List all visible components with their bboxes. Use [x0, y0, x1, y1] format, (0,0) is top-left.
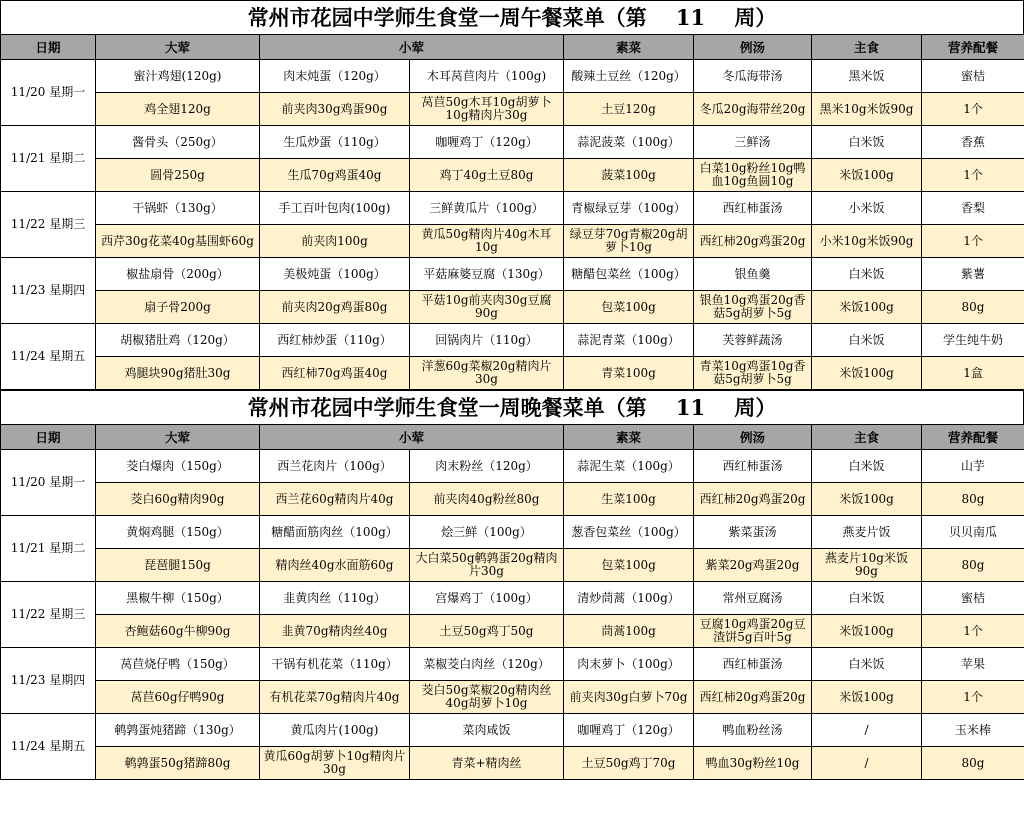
dish-nutrition: 学生纯牛奶 [922, 324, 1024, 357]
ingredients-main-meat: 西芹30g花菜40g基围虾60g [96, 225, 260, 258]
dish-nutrition: 香蕉 [922, 126, 1024, 159]
dish-staple: 白米饭 [812, 126, 922, 159]
dish-soup: 常州豆腐汤 [694, 582, 812, 615]
dish-nutrition: 香梨 [922, 192, 1024, 225]
date-cell: 11/20 星期一 [1, 60, 96, 126]
ingredients-side-meat-1: 前夹肉30g鸡蛋90g [260, 93, 410, 126]
ingredients-staple: / [812, 747, 922, 780]
ingredients-nutrition: 1个 [922, 225, 1024, 258]
ingredients-side-meat-1: 西红柿70g鸡蛋40g [260, 357, 410, 390]
dish-nutrition: 苹果 [922, 648, 1024, 681]
ingredients-vegetable: 茼蒿100g [564, 615, 694, 648]
dish-side-meat-2: 肉末粉丝（120g） [410, 450, 564, 483]
date-cell: 11/24 星期五 [1, 714, 96, 780]
ingredients-staple: 米饭100g [812, 291, 922, 324]
ingredients-staple: 小米10g米饭90g [812, 225, 922, 258]
dish-side-meat-2: 咖喱鸡丁（120g） [410, 126, 564, 159]
dish-staple: 小米饭 [812, 192, 922, 225]
dish-vegetable: 咖喱鸡丁（120g） [564, 714, 694, 747]
ingredients-side-meat-1: 生瓜70g鸡蛋40g [260, 159, 410, 192]
table-row [1, 516, 1024, 549]
dish-nutrition: 玉米棒 [922, 714, 1024, 747]
ingredients-staple: 米饭100g [812, 357, 922, 390]
ingredients-main-meat: 莴苣60g仔鸭90g [96, 681, 260, 714]
dish-main-meat: 蜜汁鸡翅(120g) [96, 60, 260, 93]
dinner-menu-title: 常州市花园中学师生食堂一周晚餐菜单（第 11 周） [0, 390, 1024, 424]
ingredients-staple: 燕麦片10g米饭90g [812, 549, 922, 582]
dish-staple: 白米饭 [812, 258, 922, 291]
table-row [1, 450, 1024, 483]
ingredients-side-meat-1: 前夹肉100g [260, 225, 410, 258]
header-side-meat: 小荤 [260, 35, 564, 60]
ingredients-side-meat-1: 精肉丝40g水面筋60g [260, 549, 410, 582]
ingredients-side-meat-2: 黄瓜50g精肉片40g木耳10g [410, 225, 564, 258]
header-soup: 例汤 [694, 425, 812, 450]
ingredients-vegetable: 生菜100g [564, 483, 694, 516]
table-row [1, 681, 1024, 714]
dish-vegetable: 蒜泥菠菜（100g） [564, 126, 694, 159]
table-row [1, 192, 1024, 225]
ingredients-vegetable: 菠菜100g [564, 159, 694, 192]
dinner-header-row [1, 425, 1024, 450]
ingredients-nutrition: 1个 [922, 615, 1024, 648]
ingredients-nutrition: 1个 [922, 159, 1024, 192]
dish-soup: 冬瓜海带汤 [694, 60, 812, 93]
table-row [1, 747, 1024, 780]
dish-vegetable: 酸辣土豆丝（120g） [564, 60, 694, 93]
dish-soup: 紫菜蛋汤 [694, 516, 812, 549]
date-cell: 11/22 星期三 [1, 582, 96, 648]
dish-main-meat: 莴苣烧仔鸭（150g） [96, 648, 260, 681]
ingredients-staple: 米饭100g [812, 159, 922, 192]
dish-staple: / [812, 714, 922, 747]
header-date: 日期 [1, 425, 96, 450]
header-staple: 主食 [812, 425, 922, 450]
ingredients-side-meat-2: 青菜+精肉丝 [410, 747, 564, 780]
table-row [1, 60, 1024, 93]
ingredients-main-meat: 圆骨250g [96, 159, 260, 192]
ingredients-side-meat-2: 洋葱60g菜椒20g精肉片30g [410, 357, 564, 390]
header-side-meat: 小荤 [260, 425, 564, 450]
dish-side-meat-1: 糖醋面筋肉丝（100g） [260, 516, 410, 549]
ingredients-soup: 紫菜20g鸡蛋20g [694, 549, 812, 582]
dish-nutrition: 蜜桔 [922, 582, 1024, 615]
dish-staple: 白米饭 [812, 582, 922, 615]
ingredients-side-meat-2: 土豆50g鸡丁50g [410, 615, 564, 648]
table-row [1, 549, 1024, 582]
date-cell: 11/22 星期三 [1, 192, 96, 258]
lunch-menu-table [0, 34, 1024, 390]
dish-vegetable: 肉末萝卜（100g） [564, 648, 694, 681]
dish-side-meat-2: 木耳莴苣肉片（100g) [410, 60, 564, 93]
ingredients-vegetable: 前夹肉30g白萝卜70g [564, 681, 694, 714]
dish-main-meat: 茭白爆肉（150g） [96, 450, 260, 483]
ingredients-side-meat-1: 有机花菜70g精肉片40g [260, 681, 410, 714]
ingredients-side-meat-1: 韭黄70g精肉丝40g [260, 615, 410, 648]
dish-soup: 西红柿蛋汤 [694, 648, 812, 681]
ingredients-soup: 鸭血30g粉丝10g [694, 747, 812, 780]
ingredients-side-meat-2: 莴苣50g木耳10g胡萝卜10g精肉片30g [410, 93, 564, 126]
dish-side-meat-1: 干锅有机花菜（110g） [260, 648, 410, 681]
header-main-meat: 大荤 [96, 35, 260, 60]
date-cell: 11/21 星期二 [1, 126, 96, 192]
ingredients-nutrition: 1个 [922, 93, 1024, 126]
dish-soup: 三鲜汤 [694, 126, 812, 159]
table-row [1, 483, 1024, 516]
table-row [1, 324, 1024, 357]
ingredients-side-meat-2: 茭白50g菜椒20g精肉丝40g胡萝卜10g [410, 681, 564, 714]
ingredients-vegetable: 土豆120g [564, 93, 694, 126]
dish-side-meat-1: 肉末炖蛋（120g） [260, 60, 410, 93]
ingredients-soup: 冬瓜20g海带丝20g [694, 93, 812, 126]
ingredients-nutrition: 1盒 [922, 357, 1024, 390]
dish-vegetable: 清炒茼蒿（100g） [564, 582, 694, 615]
dish-main-meat: 黑椒牛柳（150g） [96, 582, 260, 615]
dish-staple: 白米饭 [812, 324, 922, 357]
ingredients-nutrition: 80g [922, 291, 1024, 324]
dish-side-meat-1: 西红柿炒蛋（110g） [260, 324, 410, 357]
date-cell: 11/23 星期四 [1, 648, 96, 714]
date-cell: 11/20 星期一 [1, 450, 96, 516]
ingredients-side-meat-2: 大白菜50g鹌鹑蛋20g精肉片30g [410, 549, 564, 582]
dish-staple: 白米饭 [812, 648, 922, 681]
table-row [1, 582, 1024, 615]
ingredients-soup: 豆腐10g鸡蛋20g豆渣饼5g百叶5g [694, 615, 812, 648]
ingredients-main-meat: 扇子骨200g [96, 291, 260, 324]
ingredients-main-meat: 鸡全翅120g [96, 93, 260, 126]
ingredients-nutrition: 80g [922, 747, 1024, 780]
dish-nutrition: 贝贝南瓜 [922, 516, 1024, 549]
ingredients-side-meat-2: 前夹肉40g粉丝80g [410, 483, 564, 516]
ingredients-side-meat-1: 黄瓜60g胡萝卜10g精肉片30g [260, 747, 410, 780]
dish-vegetable: 葱香包菜丝（100g） [564, 516, 694, 549]
ingredients-main-meat: 鹌鹑蛋50g猪蹄80g [96, 747, 260, 780]
ingredients-staple: 黑米10g米饭90g [812, 93, 922, 126]
lunch-header-row [1, 35, 1024, 60]
table-row [1, 291, 1024, 324]
dish-nutrition: 紫薯 [922, 258, 1024, 291]
dish-soup: 芙蓉鲜蔬汤 [694, 324, 812, 357]
ingredients-vegetable: 绿豆芽70g青椒20g胡萝卜10g [564, 225, 694, 258]
dish-soup: 西红柿蛋汤 [694, 450, 812, 483]
ingredients-main-meat: 杏鲍菇60g牛柳90g [96, 615, 260, 648]
ingredients-nutrition: 1个 [922, 681, 1024, 714]
ingredients-soup: 银鱼10g鸡蛋20g香菇5g胡萝卜5g [694, 291, 812, 324]
dinner-menu-table [0, 424, 1024, 780]
dish-staple: 燕麦片饭 [812, 516, 922, 549]
ingredients-main-meat: 琵琶腿150g [96, 549, 260, 582]
ingredients-side-meat-2: 平菇10g前夹肉30g豆腐90g [410, 291, 564, 324]
dish-staple: 黑米饭 [812, 60, 922, 93]
dish-side-meat-2: 回锅肉片（110g） [410, 324, 564, 357]
dish-side-meat-2: 烩三鲜（100g） [410, 516, 564, 549]
table-row [1, 126, 1024, 159]
ingredients-staple: 米饭100g [812, 615, 922, 648]
ingredients-main-meat: 茭白60g精肉90g [96, 483, 260, 516]
ingredients-vegetable: 青菜100g [564, 357, 694, 390]
dish-side-meat-1: 手工百叶包肉(100g) [260, 192, 410, 225]
ingredients-soup: 西红柿20g鸡蛋20g [694, 483, 812, 516]
dish-main-meat: 黄焖鸡腿（150g） [96, 516, 260, 549]
dish-side-meat-1: 西兰花肉片（100g） [260, 450, 410, 483]
table-row [1, 159, 1024, 192]
ingredients-side-meat-1: 西兰花60g精肉片40g [260, 483, 410, 516]
dish-main-meat: 干锅虾（130g） [96, 192, 260, 225]
table-row [1, 648, 1024, 681]
lunch-menu-title: 常州市花园中学师生食堂一周午餐菜单（第 11 周） [0, 0, 1024, 34]
ingredients-vegetable: 土豆50g鸡丁70g [564, 747, 694, 780]
ingredients-vegetable: 包菜100g [564, 291, 694, 324]
dish-soup: 鸭血粉丝汤 [694, 714, 812, 747]
dish-vegetable: 蒜泥生菜（100g） [564, 450, 694, 483]
dish-vegetable: 蒜泥青菜（100g） [564, 324, 694, 357]
ingredients-side-meat-1: 前夹肉20g鸡蛋80g [260, 291, 410, 324]
dish-side-meat-2: 宫爆鸡丁（100g） [410, 582, 564, 615]
ingredients-side-meat-2: 鸡丁40g土豆80g [410, 159, 564, 192]
ingredients-nutrition: 80g [922, 483, 1024, 516]
ingredients-staple: 米饭100g [812, 681, 922, 714]
dish-side-meat-1: 韭黄肉丝（110g） [260, 582, 410, 615]
header-main-meat: 大荤 [96, 425, 260, 450]
header-soup: 例汤 [694, 35, 812, 60]
dish-nutrition: 山芋 [922, 450, 1024, 483]
dish-main-meat: 椒盐扇骨（200g） [96, 258, 260, 291]
table-row [1, 225, 1024, 258]
ingredients-staple: 米饭100g [812, 483, 922, 516]
dish-main-meat: 胡椒猪肚鸡（120g） [96, 324, 260, 357]
dish-soup: 银鱼羹 [694, 258, 812, 291]
ingredients-vegetable: 包菜100g [564, 549, 694, 582]
header-nutrition: 营养配餐 [922, 35, 1024, 60]
header-staple: 主食 [812, 35, 922, 60]
date-cell: 11/24 星期五 [1, 324, 96, 390]
ingredients-soup: 青菜10g鸡蛋10g香菇5g胡萝卜5g [694, 357, 812, 390]
dish-main-meat: 酱骨头（250g） [96, 126, 260, 159]
dish-main-meat: 鹌鹑蛋炖猪蹄（130g） [96, 714, 260, 747]
table-row [1, 357, 1024, 390]
dish-vegetable: 糖醋包菜丝（100g） [564, 258, 694, 291]
header-vegetable: 素菜 [564, 35, 694, 60]
dish-side-meat-2: 三鲜黄瓜片（100g） [410, 192, 564, 225]
ingredients-soup: 西红柿20g鸡蛋20g [694, 225, 812, 258]
dish-side-meat-1: 美极炖蛋（100g） [260, 258, 410, 291]
header-nutrition: 营养配餐 [922, 425, 1024, 450]
dish-nutrition: 蜜桔 [922, 60, 1024, 93]
ingredients-soup: 西红柿20g鸡蛋20g [694, 681, 812, 714]
header-vegetable: 素菜 [564, 425, 694, 450]
dish-side-meat-2: 平菇麻婆豆腐（130g） [410, 258, 564, 291]
table-row [1, 93, 1024, 126]
table-row [1, 714, 1024, 747]
dish-side-meat-2: 菜椒茭白肉丝（120g） [410, 648, 564, 681]
date-cell: 11/23 星期四 [1, 258, 96, 324]
dish-vegetable: 青椒绿豆芽（100g） [564, 192, 694, 225]
dish-soup: 西红柿蛋汤 [694, 192, 812, 225]
header-date: 日期 [1, 35, 96, 60]
table-row [1, 258, 1024, 291]
dish-side-meat-1: 黄瓜肉片(100g) [260, 714, 410, 747]
table-row [1, 615, 1024, 648]
ingredients-main-meat: 鸡腿块90g猪肚30g [96, 357, 260, 390]
ingredients-soup: 白菜10g粉丝10g鸭血10g鱼圆10g [694, 159, 812, 192]
ingredients-nutrition: 80g [922, 549, 1024, 582]
dish-staple: 白米饭 [812, 450, 922, 483]
dish-side-meat-2: 菜肉咸饭 [410, 714, 564, 747]
dish-side-meat-1: 生瓜炒蛋（110g） [260, 126, 410, 159]
date-cell: 11/21 星期二 [1, 516, 96, 582]
